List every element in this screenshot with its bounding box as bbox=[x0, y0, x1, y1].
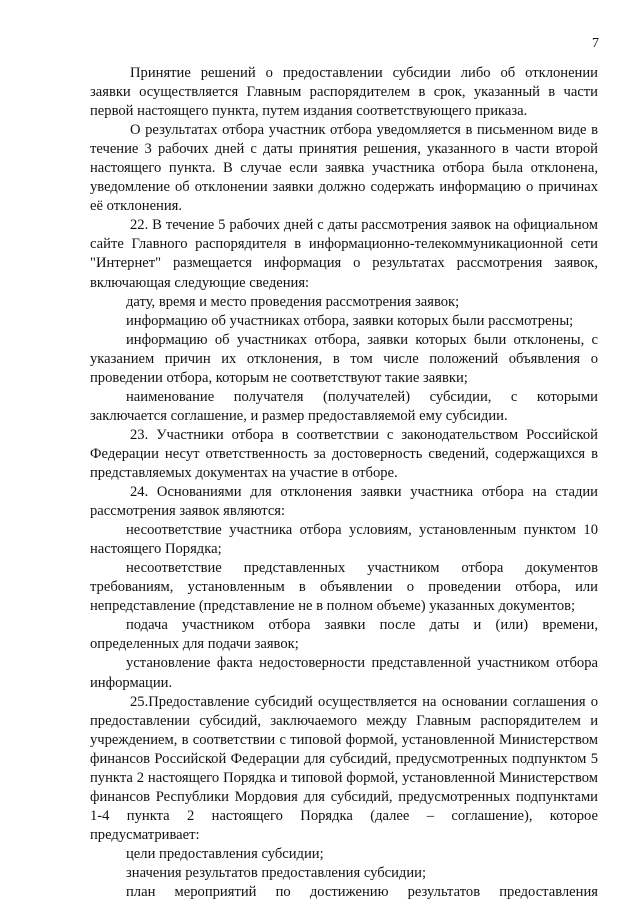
text-paragraph: 22. В течение 5 рабочих дней с даты рассмотрения заявок на официальном сайте Главного распорядителя в информационно-телекоммуникационной сети "Интернет" размещается информация о результатах рассмотрения заявок, включающая следующие сведения: bbox=[90, 217, 598, 291]
document-body bbox=[90, 64, 598, 902]
page-number: 7 bbox=[592, 36, 599, 51]
list-item-paragraph: несоответствие представленных участником отбора документов требованиям, установленным в объявлении о проведении отбора, или непредставление (представление не в полном объеме) указанных документов; bbox=[90, 560, 598, 615]
list-item-paragraph: план мероприятий по достижению результатов предоставления bbox=[126, 884, 598, 901]
list-item-paragraph: несоответствие участника отбора условиям, установленным пунктом 10 настоящего Порядка; bbox=[90, 522, 598, 558]
text-paragraph: 25.Предоставление субсидий осуществляется на основании соглашения о предоставлении субсидий, заключаемого между Главным распорядителем и учреждением, в соответствии с типовой формой, установленной Министерством финансов Российской Федерации для субсидий, предусмотренных подпунктом 5 пункта 2 настоящего Порядка и типовой формой, установленной Министерством финансов Республики Мордовия для субсидий, предусмотренных подпунктами 1-4 пункта 2 настоящего Порядка (далее – соглашение), которое предусматривает: bbox=[90, 693, 598, 843]
list-item-paragraph: подача участником отбора заявки после даты и (или) времени, определенных для подачи заявок; bbox=[90, 617, 598, 653]
list-item-paragraph: установление факта недостоверности представленной участником отбора информации. bbox=[90, 655, 598, 691]
text-paragraph: Принятие решений о предоставлении субсидии либо об отклонении заявки осуществляется Главным распорядителем в срок, указанный в части первой настоящего пункта, путем издания соответствующего приказа. bbox=[90, 65, 598, 120]
text-paragraph: 24. Основаниями для отклонения заявки участника отбора на стадии рассмотрения заявок являются: bbox=[90, 484, 598, 520]
list-item-paragraph: цели предоставления субсидии; bbox=[126, 845, 324, 862]
text-paragraph: 23. Участники отбора в соответствии с законодательством Российской Федерации несут ответственность за достоверность сведений, содержащихся в представляемых документах на участие в отборе. bbox=[90, 426, 598, 481]
list-item-paragraph: информацию об участниках отбора, заявки которых были отклонены, с указанием причин их отклонения, в том числе положений объявления о проведении отбора, которым не соответствуют такие заявки; bbox=[90, 331, 598, 386]
list-item-paragraph: наименование получателя (получателей) субсидии, с которыми заключается соглашение, и размер предоставляемой ему субсидии. bbox=[90, 388, 598, 424]
list-item-paragraph: информацию об участниках отбора, заявки которых были рассмотрены; bbox=[126, 312, 574, 329]
list-item-paragraph: дату, время и место проведения рассмотрения заявок; bbox=[126, 293, 460, 310]
text-paragraph: О результатах отбора участник отбора уведомляется в письменном виде в течение 3 рабочих дней с даты принятия решения, указанного в части второй настоящего пункта. В случае если заявка участника отбора была отклонена, уведомление об отклонении заявки должно содержать информацию о причинах её отклонения. bbox=[90, 122, 598, 215]
list-item-paragraph: значения результатов предоставления субсидии; bbox=[126, 864, 427, 881]
